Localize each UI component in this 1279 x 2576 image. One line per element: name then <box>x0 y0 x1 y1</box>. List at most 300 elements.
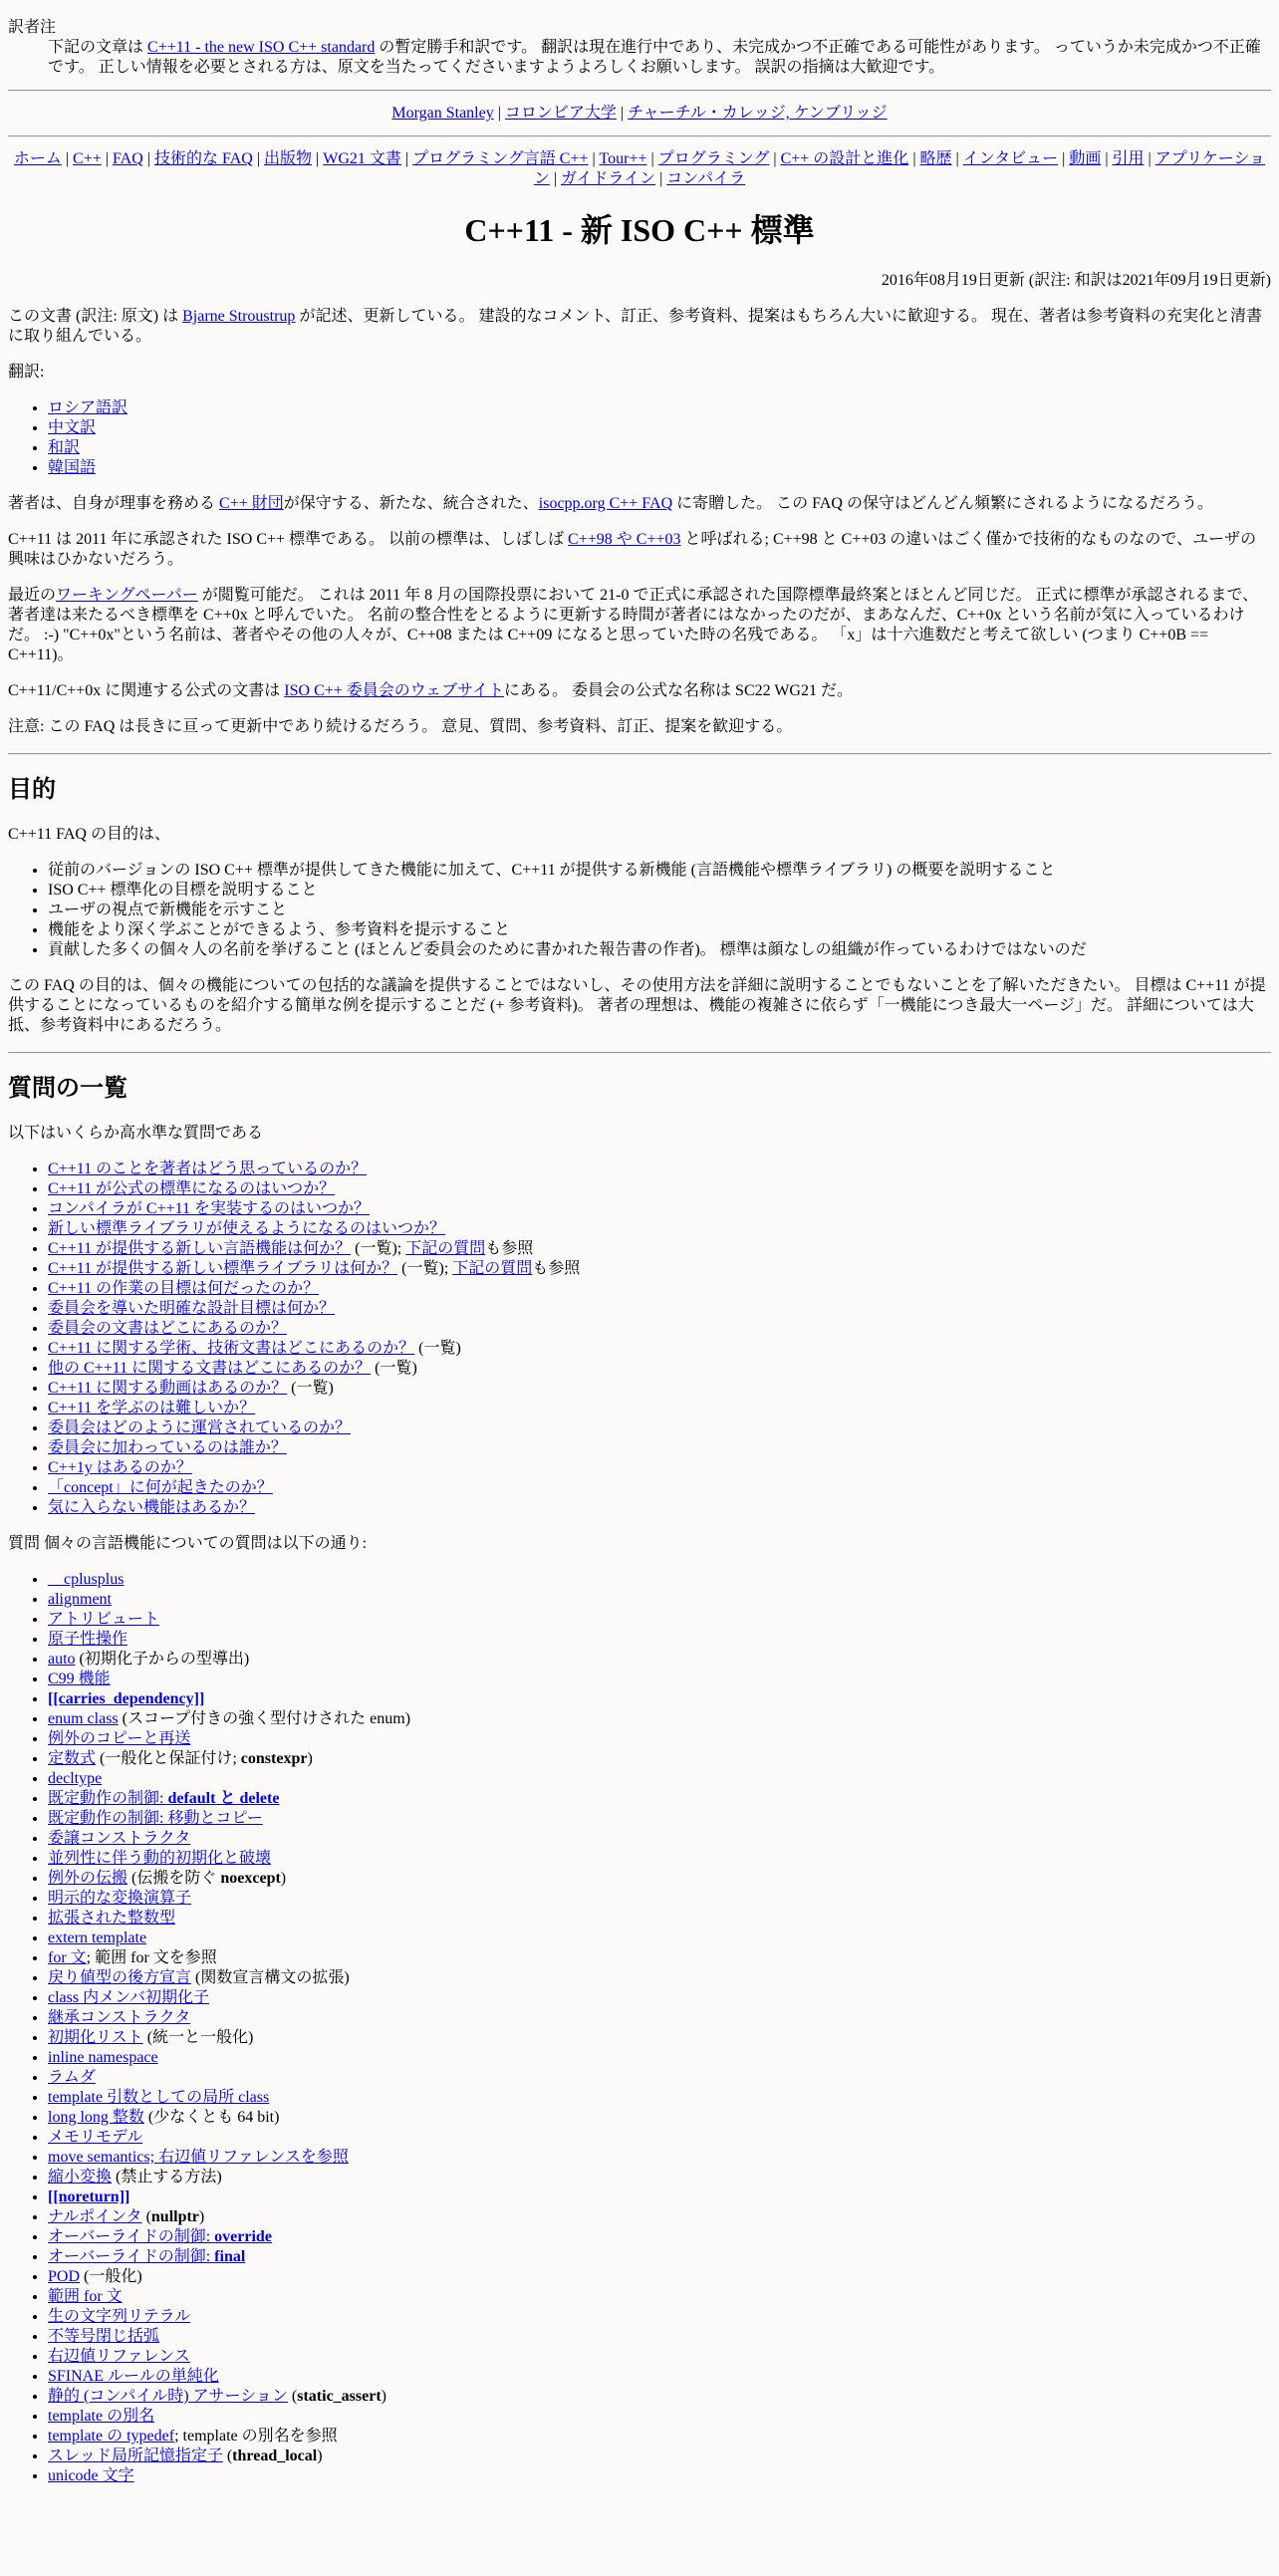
list-item <box>48 1749 1271 1769</box>
questions-lead: 以下はいくらか高水準な質問である <box>8 1125 264 1142</box>
item-link-text: オーバーライドの制御: <box>48 2228 215 2245</box>
list-item <box>48 2307 1271 2327</box>
item-link-text: 委員会に加わっているのは誰か？ <box>48 1439 287 1456</box>
translations-label: 翻訳: <box>8 364 45 381</box>
item-link[interactable] <box>48 1160 367 1177</box>
item-link[interactable] <box>48 1499 255 1516</box>
item-link-keyword: final <box>214 2248 246 2265</box>
item-link[interactable] <box>48 1890 191 1907</box>
list-item <box>48 398 1271 418</box>
item-link-text: C++11 を学ぶのは難しいか？ <box>48 1400 256 1417</box>
item-link-text: 並列性に伴う動的初期化と破壊 <box>48 1850 272 1867</box>
item-link-text: コンパイラが C++11 を実装するのはいつか？ <box>48 1200 371 1217</box>
item-link[interactable] <box>48 1870 128 1887</box>
item-link-text: 拡張された整数型 <box>48 1910 176 1927</box>
nav-link[interactable]: WG21 文書 <box>323 150 401 167</box>
item-link-text: 初期化リスト <box>48 2029 143 2046</box>
list-item <box>48 2447 1271 2466</box>
list-item <box>48 1610 1271 1630</box>
list-item <box>48 2267 1271 2287</box>
item-link[interactable] <box>48 1240 351 1257</box>
list-item <box>48 1570 1271 1590</box>
item-link-text: auto <box>48 1651 76 1668</box>
item-link[interactable] <box>48 1611 159 1628</box>
list-item <box>48 1789 1271 1809</box>
item-link[interactable] <box>48 1730 190 1747</box>
item-link-text: 委員会を導いた明確な設計目標は何か？ <box>48 1300 336 1317</box>
item-link[interactable] <box>48 2308 190 2325</box>
item-link[interactable] <box>48 1651 76 1668</box>
item-link-text: template の別名 <box>48 2408 155 2425</box>
item-link-text: inline namespace <box>48 2049 158 2066</box>
foundation-paragraph: 著者は、自身が理事を務める C++ 財団が保守する、新たな、統合された、isocpp.org C++ FAQ に寄贈した。 この FAQ の保守はどんどん頻繁にされるようになるだろう。 <box>8 495 1213 512</box>
nav-separator: | <box>101 150 113 167</box>
affiliation-link[interactable]: コロンビア大学 <box>504 105 617 122</box>
site-navigation <box>8 149 1271 189</box>
nav-separator: | <box>588 150 600 167</box>
item-link[interactable] <box>48 1400 255 1417</box>
item-link-text: 静的 (コンパイル時) アサーション <box>48 2388 288 2405</box>
item-link-text: C++11 の作業の目標は何だったのか？ <box>48 1280 320 1297</box>
item-link[interactable] <box>48 2009 190 2026</box>
item-link[interactable] <box>48 1810 263 1827</box>
list-item <box>48 1438 1271 1458</box>
item-link[interactable] <box>48 1631 128 1648</box>
item-link-text: POD <box>48 2268 81 2285</box>
list-item <box>48 2347 1271 2367</box>
list-item <box>48 2327 1271 2347</box>
item-link[interactable] <box>48 2069 96 2086</box>
item-text: (一覧) <box>287 1380 334 1397</box>
list-item <box>48 2068 1271 2088</box>
list-item <box>48 2148 1271 2168</box>
nav-link[interactable]: 出版物 <box>264 150 313 167</box>
nav-separator: | <box>400 150 413 167</box>
nav-link[interactable]: 略歴 <box>919 150 952 167</box>
item-link[interactable] <box>48 1439 287 1456</box>
see-also-link[interactable]: 下記の質問 <box>405 1240 486 1257</box>
item-link-text: C++11 が公式の標準になるのはいつか？ <box>48 1180 336 1197</box>
list-item <box>48 1948 1271 1968</box>
list-item <box>48 1670 1271 1689</box>
list-item <box>48 2168 1271 2188</box>
list-item <box>48 1279 1271 1299</box>
divider <box>8 753 1271 755</box>
item-text: (一般化) <box>80 2268 142 2285</box>
item-link[interactable] <box>48 1280 319 1297</box>
translation-link[interactable]: 韓国語 <box>48 459 97 476</box>
list-item <box>48 1590 1271 1610</box>
item-link[interactable] <box>48 1710 119 1727</box>
nav-link[interactable]: ガイドライン <box>561 170 656 187</box>
list-item: • 従前のバージョンの ISO C++ 標準が提供してきた機能に加えて、C++11 が提供する新機能 (言語機能や標準ライブラリ) の概要を説明すること <box>48 861 1271 881</box>
item-link[interactable] <box>48 2408 154 2425</box>
item-link-text: 新しい標準ライブラリが使えるようになるのはいつか？ <box>48 1220 446 1237</box>
list-item <box>48 1299 1271 1319</box>
list-item <box>48 1319 1271 1339</box>
item-text: (一覧) <box>371 1360 417 1377</box>
item-link-text: ナルポインタ <box>48 2208 142 2225</box>
committee-site-link[interactable]: ISO C++ 委員会のウェブサイト <box>284 682 505 699</box>
item-link-text: decltype <box>48 1770 103 1787</box>
item-link-text: [[noreturn]] <box>48 2189 130 2205</box>
features-list <box>8 1570 1271 2486</box>
translator-note-body: 下記の文章は C++11 - the new ISO C++ standard の暫定勝手和訳です。 翻訳は現在進行中であり、未完成かつ不正確である可能性があります。 っていうか未完成かつ不正確です。 正しい情報を必要とされる方は、原文を当たってくださいますようよろしくお願いします。 誤訳の指摘は大歓迎です。 <box>48 39 1261 76</box>
item-keyword: constexpr <box>240 1750 308 1767</box>
list-item <box>48 418 1271 438</box>
foundation-link[interactable]: C++ 財団 <box>219 495 284 512</box>
item-link-text: 気に入らない機能はあるか？ <box>48 1499 256 1516</box>
nav-link[interactable]: プログラミング <box>657 150 770 167</box>
page-title: C++11 - 新 ISO C++ 標準 <box>464 212 815 248</box>
item-link-text: 明示的な変換演算子 <box>48 1890 192 1907</box>
item-link[interactable] <box>48 1180 335 1197</box>
list-item <box>48 2247 1271 2267</box>
nav-link[interactable]: 動画 <box>1069 150 1102 167</box>
list-item: • 機能をより深く学ぶことができるよう、参考資料を提示すること <box>48 920 1271 940</box>
item-text: ) <box>317 2447 323 2464</box>
item-link-text: extern template <box>48 1930 147 1946</box>
cpp98-link[interactable]: C++98 や C++03 <box>568 531 681 548</box>
item-link-text: 範囲 for 文 <box>48 2288 123 2305</box>
item-link[interactable] <box>48 1989 209 2006</box>
item-keyword: nullptr <box>150 2208 199 2225</box>
nav-separator: | <box>1101 150 1113 167</box>
list-item <box>48 2227 1271 2247</box>
nav-separator: | <box>951 150 963 167</box>
item-text: ; 範囲 for 文を参照 <box>86 1949 217 1966</box>
list-item <box>48 2188 1271 2207</box>
nav-link[interactable]: アプリケーション <box>533 150 1266 187</box>
item-link-text: move semantics; 右辺値リファレンスを参照 <box>48 2149 349 2166</box>
item-link-text: C++1y はあるのか？ <box>48 1459 192 1476</box>
item-link[interactable] <box>48 2029 143 2046</box>
item-link[interactable] <box>48 2208 142 2225</box>
translator-note-title: 訳者注 <box>8 19 57 36</box>
list-item <box>48 1199 1271 1219</box>
list-item <box>48 2387 1271 2407</box>
list-item <box>48 1889 1271 1909</box>
list-item <box>48 1968 1271 1988</box>
list-item <box>48 2008 1271 2028</box>
list-item <box>48 1259 1271 1279</box>
item-link[interactable] <box>48 2388 288 2405</box>
item-text: (初期化子からの型導出) <box>75 1651 250 1668</box>
item-link[interactable] <box>48 1360 371 1377</box>
nav-separator: | <box>252 150 265 167</box>
questions-heading: 質問の一覧 <box>8 1076 128 1102</box>
nav-separator: | <box>1144 150 1155 167</box>
item-link[interactable] <box>48 2288 123 2305</box>
list-item <box>48 2407 1271 2427</box>
item-link-text: 戻り値型の後方宣言 <box>48 1969 192 1986</box>
item-link[interactable] <box>48 1750 96 1767</box>
list-item <box>48 2088 1271 2108</box>
nav-link[interactable]: プログラミング言語 C++ <box>412 150 589 167</box>
nav-separator: | <box>646 150 658 167</box>
item-text: ) <box>280 1870 287 1887</box>
list-item <box>48 2128 1271 2148</box>
item-link-text: SFINAE ルールの単純化 <box>48 2368 219 2385</box>
item-link[interactable] <box>48 1380 287 1397</box>
list-item <box>48 1239 1271 1259</box>
list-item <box>48 2048 1271 2068</box>
item-link-text: 「concept」に何が起きたのか？ <box>48 1479 273 1496</box>
item-text: ( <box>141 2208 151 2225</box>
item-link[interactable] <box>48 1220 445 1237</box>
item-link[interactable] <box>48 1690 204 1707</box>
history-paragraph: C++11 は 2011 年に承認された ISO C++ 標準である。 以前の標準は、しばしば C++98 や C++03 と呼ばれる; C++98 と C++03 の違いはごく僅かで技術的なものなので、ユーザの興味はひかないだろう。 <box>8 531 1257 568</box>
item-link[interactable] <box>48 2268 80 2285</box>
item-link[interactable] <box>48 1850 271 1867</box>
nav-link[interactable]: ホーム <box>13 150 62 167</box>
item-link-text: スレッド局所記憶指定子 <box>48 2447 223 2464</box>
item-text: (伝搬を防ぐ <box>128 1870 221 1887</box>
item-link[interactable] <box>48 1419 351 1436</box>
item-link-text: メモリモデル <box>48 2129 143 2146</box>
item-link-text: __cplusplus <box>48 1571 125 1588</box>
nav-separator: | <box>549 170 562 187</box>
nav-link[interactable]: インタビュー <box>962 150 1059 167</box>
original-article-link[interactable]: C++11 - the new ISO C++ standard <box>147 39 376 56</box>
item-link[interactable] <box>48 2228 272 2245</box>
item-text: ; template の別名を参照 <box>174 2428 338 2445</box>
purpose-list <box>8 861 1271 960</box>
list-item <box>48 1458 1271 1478</box>
list-item <box>48 1219 1271 1239</box>
item-link[interactable] <box>48 1200 370 1217</box>
item-link[interactable] <box>48 1479 273 1496</box>
item-link-text: long long 整数 <box>48 2109 144 2126</box>
committee-paragraph: C++11/C++0x に関連する公式の文書は ISO C++ 委員会のウェブサイトにある。 委員会の公式な名称は SC22 WG21 だ。 <box>8 682 853 699</box>
item-link-text: class 内メンバ初期化子 <box>48 1989 209 2006</box>
item-link-text: 既定動作の制御: 移動とコピー <box>48 1810 263 1827</box>
item-text: も参照 <box>532 1260 581 1277</box>
item-link[interactable] <box>48 2348 190 2365</box>
item-link-text: ラムダ <box>48 2069 96 2086</box>
list-item <box>48 1988 1271 2008</box>
item-text: (一覧) <box>414 1340 461 1357</box>
list-item <box>48 1418 1271 1438</box>
isocpp-faq-link[interactable]: isocpp.org C++ FAQ <box>538 495 673 512</box>
item-link-text: 継承コンストラクタ <box>48 2009 191 2026</box>
item-keyword: static_assert <box>297 2388 382 2405</box>
item-text: (関数宣言構文の拡張) <box>191 1969 350 1986</box>
item-link-text: for 文 <box>48 1949 87 1966</box>
item-link-text: 委譲コンストラクタ <box>48 1830 191 1847</box>
list-item: • ユーザの視点で新機能を示すこと <box>48 901 1271 920</box>
list-item <box>48 1709 1271 1729</box>
item-link-text: template 引数としての局所 class <box>48 2089 270 2106</box>
list-item <box>48 2108 1271 2128</box>
list-item <box>48 2466 1271 2486</box>
item-link-text: C++11 に関する動画はあるのか？ <box>48 1380 288 1397</box>
item-link-text: 縮小変換 <box>48 2169 113 2186</box>
features-lead: 質問 個々の言語機能についての質問は以下の通り: <box>8 1535 368 1552</box>
item-link[interactable] <box>48 2149 349 2166</box>
item-link-text: C++11 が提供する新しい標準ライブラリは何か？ <box>48 1260 398 1277</box>
item-link[interactable] <box>48 1969 191 1986</box>
item-link[interactable] <box>48 2368 219 2385</box>
item-link[interactable] <box>48 2447 223 2464</box>
item-link[interactable] <box>48 2328 159 2345</box>
nav-separator: | <box>769 150 781 167</box>
item-link-text: 生の文字列リテラル <box>48 2308 191 2325</box>
item-link[interactable] <box>48 2248 245 2265</box>
item-link[interactable] <box>48 2109 144 2126</box>
item-keyword: noexcept <box>220 1870 281 1887</box>
item-link[interactable] <box>48 2169 112 2186</box>
item-link[interactable] <box>48 1770 102 1787</box>
item-link[interactable] <box>48 2189 129 2205</box>
purpose-lead: C++11 FAQ の目的は、 <box>8 826 170 843</box>
list-item <box>48 458 1271 478</box>
nav-link[interactable]: 技術的な FAQ <box>154 150 253 167</box>
list-item <box>48 1909 1271 1929</box>
item-link[interactable] <box>48 1910 175 1927</box>
list-item <box>48 2427 1271 2447</box>
list-item <box>48 1339 1271 1359</box>
item-link-text: C++11 が提供する新しい言語機能は何か？ <box>48 1240 352 1257</box>
nav-link[interactable]: FAQ <box>112 150 143 167</box>
item-link-text: 他の C++11 に関する文書はどこにあるのか？ <box>48 1360 372 1377</box>
item-link-text: unicode 文字 <box>48 2467 134 2484</box>
list-item <box>48 2207 1271 2227</box>
affiliation-link[interactable]: Morgan Stanley <box>391 105 494 122</box>
item-link-text: enum class <box>48 1710 119 1727</box>
nav-link[interactable]: 引用 <box>1112 150 1145 167</box>
item-text: ( <box>222 2447 233 2464</box>
working-paper-link[interactable]: ワーキングペーパー <box>56 587 198 604</box>
item-link[interactable] <box>48 1340 414 1357</box>
nav-separator: | <box>1058 150 1070 167</box>
item-link[interactable] <box>48 2467 134 2484</box>
item-link-text: C99 機能 <box>48 1671 111 1687</box>
item-link-keyword: override <box>214 2228 272 2245</box>
list-item <box>48 1689 1271 1709</box>
item-link[interactable] <box>48 1459 192 1476</box>
item-text: (少なくとも 64 bit) <box>143 2109 280 2126</box>
item-link[interactable] <box>48 1300 335 1317</box>
item-link[interactable] <box>48 2428 174 2445</box>
item-text: ) <box>307 1750 313 1767</box>
translations-list <box>8 398 1271 478</box>
nav-link[interactable]: C++ <box>73 150 102 167</box>
item-link-text: 委員会の文書はどこにあるのか？ <box>48 1320 288 1337</box>
affiliation-link[interactable]: チャーチル・カレッジ, ケンブリッジ <box>628 105 888 122</box>
updated-date: 2016年08月19日更新 (訳注: 和訳は2021年09月19日更新) <box>881 272 1271 289</box>
list-item <box>48 1729 1271 1749</box>
list-item <box>48 2287 1271 2307</box>
nav-link[interactable]: コンパイラ <box>666 170 746 187</box>
nav-link[interactable]: C++ の設計と進化 <box>780 150 909 167</box>
item-link[interactable] <box>48 1790 279 1807</box>
item-link-keyword: default <box>167 1790 216 1807</box>
list-item <box>48 1498 1271 1518</box>
item-link-text: 例外の伝搬 <box>48 1870 128 1887</box>
item-link[interactable] <box>48 1930 146 1946</box>
nav-link[interactable]: Tour++ <box>599 150 647 167</box>
list-item <box>48 2367 1271 2387</box>
nav-separator: | <box>655 170 667 187</box>
list-item <box>48 1359 1271 1379</box>
item-text: (一般化と保証付け; <box>96 1750 241 1767</box>
item-link[interactable] <box>48 1671 111 1687</box>
item-link-text: template の typedef <box>48 2428 175 2445</box>
questions-list <box>8 1159 1271 1518</box>
item-link-text: [[carries_dependency]] <box>48 1690 205 1707</box>
item-link-text: 右辺値リファレンス <box>48 2348 190 2365</box>
item-link-keyword: delete <box>239 1790 280 1807</box>
list-item <box>48 1869 1271 1889</box>
see-also-link[interactable]: 下記の質問 <box>452 1260 533 1277</box>
item-link-text: C++11 のことを著者はどう思っているのか？ <box>48 1160 368 1177</box>
item-link-text: オーバーライドの制御: <box>48 2248 215 2265</box>
intro-paragraph: この文書 (訳注: 原文) は Bjarne Stroustrup が記述、更新している。 建設的なコメント、訂正、参考資料、提案はもちろん大いに歓迎する。 現在、著者は参考資料の充実化と清書に取り組んでいる。 <box>8 308 1262 345</box>
item-text: ( <box>287 2388 298 2405</box>
item-link-text: alignment <box>48 1591 112 1608</box>
list-item <box>48 1829 1271 1849</box>
item-keyword: thread_local <box>232 2447 318 2464</box>
purpose-closing: この FAQ の目的は、個々の機能についての包括的な議論を提供することではないし、その使用方法を詳細に説明することでもないことを了解いただきたい。 目標は C++11 が提供することになっているものを紹介する簡単な例を提示することだ (+ 参考資料)。 著者の理想は、機能の複雑さに依らず「一機能につき最大一ページ」だ。 詳細については大抵、参考資料中にあるだろう。 <box>8 977 1266 1034</box>
divider <box>8 90 1271 92</box>
item-text: (禁止する方法) <box>112 2169 222 2186</box>
item-link[interactable] <box>48 1260 397 1277</box>
item-text: (統一と一般化) <box>142 2029 254 2046</box>
purpose-heading: 目的 <box>8 777 56 803</box>
item-link[interactable] <box>48 1320 287 1337</box>
nav-separator: | <box>142 150 154 167</box>
list-item <box>48 1478 1271 1498</box>
list-item <box>48 1929 1271 1948</box>
list-item <box>48 1379 1271 1399</box>
list-item <box>48 438 1271 458</box>
list-item: • 貢献した多くの個々人の名前を挙げること (ほとんど委員会のために書かれた報告書の作者)。 標準は顔なしの組織が作っているわけではないのだ <box>48 940 1271 960</box>
item-link[interactable] <box>48 1571 124 1588</box>
item-link-text: C++11 に関する学術、技術文書はどこにあるのか？ <box>48 1340 415 1357</box>
item-link[interactable] <box>48 1830 190 1847</box>
item-link[interactable] <box>48 2129 142 2146</box>
list-item: • ISO C++ 標準化の目標を説明すること <box>48 881 1271 901</box>
item-link-text: 既定動作の制御: <box>48 1790 168 1807</box>
nav-separator: | <box>908 150 920 167</box>
list-item <box>48 2028 1271 2048</box>
working-paper-paragraph: 最近のワーキングペーパー が閲覧可能だ。 これは 2011 年 8 月の国際投票において 21-0 で正式に承認された国際標準最終案とほとんど同じだ。 正式に標準が承認されるまで、著者達は来たるべき標準を C++0x と呼んでいた。 名前の整合性をとるように更新する時間が著者にはなかったのだが、まあなんだ、C++0x という名前が気に入っているわけだ。 :-) "C++0x"という名前は、著者やその他の人々が、C++08 または C++09 になると思っていた時の名残である。 「x」は十六進数だと考えて欲しい (つまり C++0B == C++11)。 <box>8 587 1259 663</box>
translation-link[interactable]: 中文訳 <box>48 419 97 436</box>
list-item <box>48 1159 1271 1179</box>
item-link-text: アトリビュート <box>48 1611 160 1628</box>
item-link-text: 例外のコピーと再送 <box>48 1730 191 1747</box>
divider <box>8 1052 1271 1054</box>
item-link-text: 定数式 <box>48 1750 97 1767</box>
item-link[interactable] <box>48 1591 112 1608</box>
translation-link[interactable]: 和訳 <box>48 439 81 456</box>
list-item <box>48 1179 1271 1199</box>
item-text: (一覧); <box>351 1240 406 1257</box>
translation-link[interactable]: ロシア語訳 <box>48 399 128 416</box>
item-link-text: 不等号閉じ括弧 <box>48 2328 160 2345</box>
note-paragraph: 注意: この FAQ は長きに亘って更新中であり続けるだろう。 意見、質問、参考資料、訂正、提案を歓迎する。 <box>8 718 793 735</box>
item-link[interactable] <box>48 1949 87 1966</box>
item-link[interactable] <box>48 2049 158 2066</box>
author-link[interactable]: Bjarne Stroustrup <box>182 308 296 325</box>
item-text: ) <box>381 2388 386 2405</box>
item-link[interactable] <box>48 2089 269 2106</box>
list-item <box>48 1769 1271 1789</box>
list-item <box>48 1630 1271 1650</box>
item-link-text: 委員会はどのように運営されているのか？ <box>48 1419 352 1436</box>
divider <box>8 135 1271 137</box>
